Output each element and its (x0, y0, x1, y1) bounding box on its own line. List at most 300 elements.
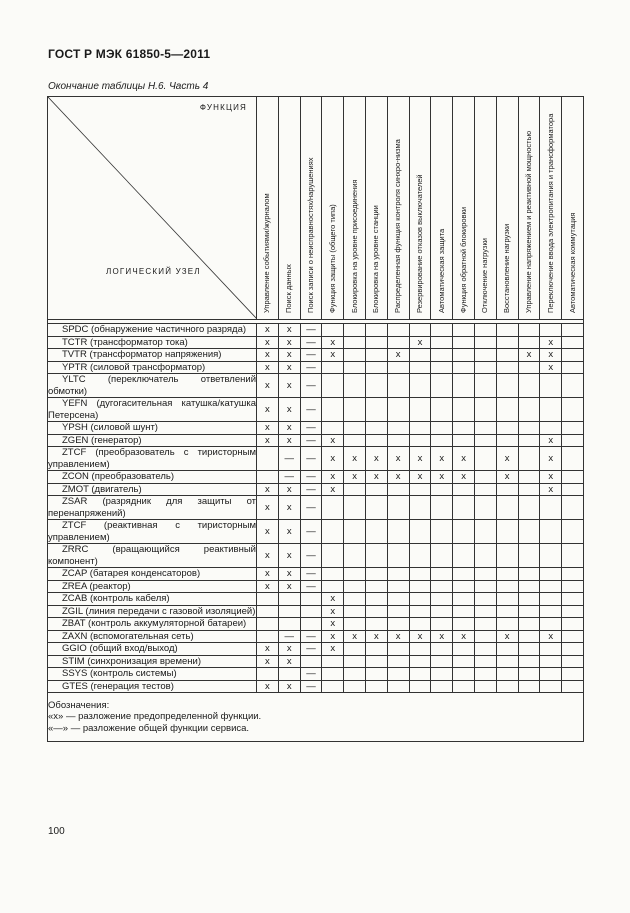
function-mark-cell (387, 361, 409, 374)
function-mark-cell (322, 520, 344, 544)
function-mark-cell: x (540, 361, 562, 374)
function-column-header (300, 97, 322, 320)
function-column-header (322, 97, 344, 320)
function-column-label: Функция защиты (общего типа) (327, 204, 337, 313)
logical-node-name (48, 434, 257, 447)
function-mark-cell (518, 580, 540, 593)
table-row (48, 422, 584, 435)
function-mark-cell (431, 593, 453, 606)
function-mark-cell (365, 605, 387, 618)
table-body (48, 97, 584, 742)
function-mark-cell (540, 520, 562, 544)
table-header-row (48, 97, 584, 320)
legend (48, 693, 584, 742)
function-mark-cell: x (257, 349, 279, 362)
function-mark-cell (453, 324, 475, 337)
function-mark-cell (322, 544, 344, 568)
function-mark-cell (344, 655, 366, 668)
function-mark-cell (474, 680, 496, 693)
function-mark-cell (474, 605, 496, 618)
logical-node-name (48, 447, 257, 471)
function-mark-cell (540, 568, 562, 581)
function-mark-cell (474, 593, 496, 606)
function-mark-cell (365, 483, 387, 496)
function-mark-cell (409, 374, 431, 398)
function-column-label: Автоматическая коммутация (567, 212, 577, 313)
function-mark-cell (453, 483, 475, 496)
function-mark-cell (387, 580, 409, 593)
function-mark-cell (518, 668, 540, 681)
function-mark-cell (344, 680, 366, 693)
function-mark-cell (518, 483, 540, 496)
function-mark-cell: x (257, 361, 279, 374)
function-mark-cell (431, 361, 453, 374)
logical-node-header-label: ЛОГИЧЕСКИЙ УЗЕЛ (106, 266, 201, 276)
function-mark-cell (562, 544, 584, 568)
function-mark-cell: x (257, 324, 279, 337)
function-mark-cell (474, 568, 496, 581)
logical-node-name (48, 398, 257, 422)
function-mark-cell (387, 398, 409, 422)
function-mark-cell (474, 434, 496, 447)
function-mark-cell: x (409, 630, 431, 643)
function-mark-cell (322, 668, 344, 681)
function-mark-cell (474, 422, 496, 435)
function-mark-cell (365, 496, 387, 520)
function-mark-cell (518, 593, 540, 606)
function-mark-cell (431, 349, 453, 362)
logical-node-text: ZTCF (реактивная с тиристорным управлением) (48, 520, 256, 543)
function-mark-cell (453, 618, 475, 631)
table-caption: Окончание таблицы Н.6. Часть 4 (48, 81, 209, 92)
function-mark-cell (540, 605, 562, 618)
function-mark-cell (562, 496, 584, 520)
function-mark-cell (409, 655, 431, 668)
logical-node-name (48, 580, 257, 593)
logical-node-text: SPDC (обнаружение частичного разряда) (62, 324, 247, 335)
function-mark-cell (562, 434, 584, 447)
function-mark-cell (518, 655, 540, 668)
function-mark-cell (474, 324, 496, 337)
function-mark-cell (344, 361, 366, 374)
function-mark-cell (344, 544, 366, 568)
logical-node-text: ZCAB (контроль кабеля) (62, 593, 170, 604)
function-mark-cell: x (322, 593, 344, 606)
function-column-header (496, 97, 518, 320)
function-mark-cell (344, 605, 366, 618)
function-mark-cell (496, 520, 518, 544)
function-mark-cell (365, 324, 387, 337)
function-mark-cell (474, 398, 496, 422)
function-mark-cell (453, 336, 475, 349)
function-mark-cell: — (278, 630, 300, 643)
function-mark-cell (518, 630, 540, 643)
function-mark-cell (344, 374, 366, 398)
function-mark-cell: x (322, 434, 344, 447)
function-mark-cell (496, 593, 518, 606)
function-mark-cell: — (300, 496, 322, 520)
function-mark-cell: x (257, 496, 279, 520)
function-mark-cell (474, 520, 496, 544)
logical-node-name (48, 422, 257, 435)
function-mark-cell (474, 580, 496, 593)
function-mark-cell (540, 324, 562, 337)
function-mark-cell (562, 520, 584, 544)
function-mark-cell (474, 544, 496, 568)
logical-node-name (48, 336, 257, 349)
function-mark-cell (409, 349, 431, 362)
function-column-label: Поиск записи о неисправностях/нарушениях (305, 157, 315, 313)
function-mark-cell: — (300, 361, 322, 374)
logical-node-text: ZAXN (вспомогательная сеть) (62, 630, 194, 642)
table-row (48, 361, 584, 374)
function-column-label: Управление событиями/журналом (262, 193, 272, 313)
function-mark-cell (431, 434, 453, 447)
function-mark-cell (540, 593, 562, 606)
table-row (48, 605, 584, 618)
function-mark-cell: — (300, 422, 322, 435)
function-mark-cell (300, 655, 322, 668)
function-mark-cell (387, 643, 409, 656)
function-mark-cell (562, 483, 584, 496)
function-mark-cell (409, 568, 431, 581)
function-mark-cell: x (453, 447, 475, 471)
function-mark-cell (474, 483, 496, 496)
function-mark-cell (518, 422, 540, 435)
function-mark-cell (365, 434, 387, 447)
function-mark-cell (431, 643, 453, 656)
function-mark-cell: x (387, 447, 409, 471)
function-mark-cell (409, 680, 431, 693)
function-mark-cell (387, 544, 409, 568)
function-mark-cell: x (540, 483, 562, 496)
function-column-label: Распределенная функция контроля синхро-низма (392, 139, 402, 313)
function-mark-cell (496, 361, 518, 374)
function-column-label: Автоматическая защита (436, 228, 446, 313)
function-mark-cell (431, 655, 453, 668)
logical-node-name (48, 324, 257, 337)
logical-node-text: ZREA (реактор) (62, 580, 131, 592)
table-row (48, 324, 584, 337)
function-mark-cell (562, 605, 584, 618)
function-mark-cell: x (278, 680, 300, 693)
function-mark-cell: x (453, 471, 475, 484)
function-mark-cell (562, 361, 584, 374)
function-mark-cell (496, 374, 518, 398)
logical-node-name (48, 668, 257, 681)
function-mark-cell (409, 580, 431, 593)
function-mark-cell: x (257, 336, 279, 349)
logical-node-text: YPTR (силовой трансформатор) (62, 361, 206, 373)
function-mark-cell (257, 668, 279, 681)
function-mark-cell (365, 680, 387, 693)
corner-cell (48, 97, 257, 320)
function-mark-cell (387, 496, 409, 520)
function-mark-cell (453, 374, 475, 398)
function-mark-cell (540, 422, 562, 435)
function-mark-cell (496, 349, 518, 362)
function-mark-cell: x (518, 349, 540, 362)
function-column-header (540, 97, 562, 320)
function-mark-cell: x (540, 336, 562, 349)
function-mark-cell (409, 483, 431, 496)
table-row (48, 568, 584, 581)
function-mark-cell (562, 398, 584, 422)
function-mark-cell (322, 655, 344, 668)
table-row (48, 447, 584, 471)
function-mark-cell (322, 580, 344, 593)
function-mark-cell (540, 496, 562, 520)
logical-node-text: ZCON (преобразователь) (62, 471, 175, 482)
function-mark-cell (387, 422, 409, 435)
logical-node-name (48, 374, 257, 398)
function-mark-cell (496, 398, 518, 422)
table-row (48, 630, 584, 643)
function-mark-cell: x (278, 568, 300, 581)
function-mark-cell: x (278, 398, 300, 422)
logical-node-text: YEFN (дугогасительная катушка/катушка Петерсена) (48, 398, 256, 421)
function-mark-cell: x (278, 434, 300, 447)
function-mark-cell (474, 618, 496, 631)
function-mark-cell (431, 618, 453, 631)
function-mark-cell: x (540, 349, 562, 362)
function-column-label: Блокировка на уровне присоединения (349, 179, 359, 313)
function-mark-cell (562, 643, 584, 656)
logical-node-name (48, 496, 257, 520)
function-mark-cell: x (257, 655, 279, 668)
function-mark-cell (453, 593, 475, 606)
function-mark-cell: x (387, 471, 409, 484)
function-mark-cell: x (257, 568, 279, 581)
function-mark-cell (322, 422, 344, 435)
logical-node-text: SSYS (контроль системы) (62, 668, 177, 679)
function-mark-cell (496, 324, 518, 337)
function-mark-cell (300, 605, 322, 618)
function-mark-cell (387, 434, 409, 447)
function-mark-cell (409, 593, 431, 606)
function-column-header (387, 97, 409, 320)
function-mark-cell: x (387, 349, 409, 362)
logical-node-name (48, 349, 257, 362)
function-mark-cell (496, 544, 518, 568)
function-mark-cell (257, 471, 279, 484)
function-mark-cell (431, 520, 453, 544)
function-mark-cell (562, 422, 584, 435)
function-mark-cell (387, 374, 409, 398)
function-mark-cell (409, 668, 431, 681)
function-mark-cell (344, 422, 366, 435)
function-mark-cell (344, 398, 366, 422)
function-mark-cell (496, 643, 518, 656)
function-mark-cell: — (300, 580, 322, 593)
function-mark-cell (540, 643, 562, 656)
function-mark-cell (387, 605, 409, 618)
function-mark-cell: x (322, 630, 344, 643)
function-mark-cell (322, 496, 344, 520)
function-mark-cell (344, 324, 366, 337)
function-mark-cell: x (278, 483, 300, 496)
function-mark-cell (518, 643, 540, 656)
function-column-header (518, 97, 540, 320)
function-mark-cell (365, 520, 387, 544)
function-mark-cell: x (387, 630, 409, 643)
table-row (48, 618, 584, 631)
function-header-label: ФУНКЦИЯ (199, 103, 247, 112)
function-mark-cell (344, 349, 366, 362)
function-mark-cell: x (257, 680, 279, 693)
function-mark-cell (496, 655, 518, 668)
function-mark-cell (562, 568, 584, 581)
function-mark-cell: x (278, 496, 300, 520)
logical-node-text: YLTC (переключатель ответвлений обмотки) (48, 374, 256, 397)
function-mark-cell: x (278, 361, 300, 374)
function-column-header (409, 97, 431, 320)
function-mark-cell (540, 618, 562, 631)
function-mark-cell: x (322, 605, 344, 618)
function-mark-cell (496, 680, 518, 693)
function-mark-cell: x (540, 434, 562, 447)
function-column-label: Функция обратной блокировки (458, 206, 468, 313)
function-mark-cell (409, 422, 431, 435)
function-mark-cell (431, 544, 453, 568)
legend-line2: «—» — разложение общей функции сервиса. (48, 722, 250, 734)
table-row (48, 483, 584, 496)
function-mark-cell (562, 593, 584, 606)
document-title: ГОСТ Р МЭК 61850-5—2011 (48, 47, 211, 61)
function-mark-cell (431, 422, 453, 435)
function-mark-cell (562, 374, 584, 398)
function-mark-cell (257, 618, 279, 631)
function-mark-cell: — (300, 483, 322, 496)
function-mark-cell (474, 447, 496, 471)
function-mark-cell (518, 374, 540, 398)
function-mark-cell (257, 630, 279, 643)
function-mark-cell (365, 643, 387, 656)
function-mark-cell (540, 668, 562, 681)
function-mark-cell: — (300, 668, 322, 681)
function-mark-cell (431, 680, 453, 693)
logical-node-name (48, 520, 257, 544)
function-mark-cell: — (300, 434, 322, 447)
function-mark-cell: x (365, 471, 387, 484)
function-mark-cell (474, 471, 496, 484)
function-mark-cell (344, 483, 366, 496)
function-mark-cell (344, 568, 366, 581)
function-mark-cell (518, 605, 540, 618)
table-row (48, 434, 584, 447)
function-mark-cell (496, 422, 518, 435)
corner-diagonal (48, 97, 257, 319)
function-mark-cell (562, 349, 584, 362)
function-mark-cell (322, 374, 344, 398)
function-mark-cell (496, 580, 518, 593)
function-mark-cell (387, 668, 409, 681)
function-mark-cell (453, 434, 475, 447)
function-mark-cell (540, 680, 562, 693)
function-mark-cell (365, 593, 387, 606)
function-mark-cell (409, 324, 431, 337)
function-mark-cell (562, 336, 584, 349)
function-mark-cell: — (300, 471, 322, 484)
logical-node-name (48, 655, 257, 668)
logical-node-name (48, 643, 257, 656)
table-row (48, 593, 584, 606)
function-mark-cell (344, 434, 366, 447)
function-mark-cell (409, 361, 431, 374)
function-mark-cell (562, 471, 584, 484)
function-column-header (474, 97, 496, 320)
function-mark-cell (453, 655, 475, 668)
function-mark-cell (431, 398, 453, 422)
logical-node-text: TCTR (трансформатор тока) (62, 336, 188, 348)
table-row (48, 655, 584, 668)
function-mark-cell (518, 324, 540, 337)
function-mark-cell (300, 593, 322, 606)
function-mark-cell: — (300, 324, 322, 337)
function-mark-cell (387, 324, 409, 337)
function-mark-cell: — (300, 568, 322, 581)
function-mark-cell: x (540, 447, 562, 471)
function-mark-cell (409, 434, 431, 447)
logical-node-text: TVTR (трансформатор напряжения) (62, 349, 222, 360)
function-mark-cell (453, 361, 475, 374)
function-mark-cell (365, 398, 387, 422)
logical-node-text: YPSH (силовой шунт) (62, 422, 158, 433)
logical-node-name (48, 361, 257, 374)
logical-node-text: ZBAT (контроль аккумуляторной батареи) (62, 618, 247, 629)
function-column-label: Восстановление нагрузки (501, 223, 511, 313)
function-mark-cell: x (431, 471, 453, 484)
function-mark-cell (453, 605, 475, 618)
function-mark-cell (431, 580, 453, 593)
function-mark-cell (387, 680, 409, 693)
function-mark-cell (431, 374, 453, 398)
function-mark-cell: x (409, 471, 431, 484)
function-mark-cell: — (278, 447, 300, 471)
function-column-label: Управление напряжением и реактивной мощностью (523, 130, 533, 313)
function-mark-cell (518, 544, 540, 568)
function-mark-cell (387, 593, 409, 606)
function-mark-cell (431, 336, 453, 349)
function-column-header (453, 97, 475, 320)
logical-node-text: ZGIL (линия передачи с газовой изоляцией) (62, 605, 256, 617)
function-mark-cell (496, 496, 518, 520)
function-mark-cell: x (278, 655, 300, 668)
function-mark-cell (431, 668, 453, 681)
function-mark-cell: x (322, 349, 344, 362)
function-mark-cell: x (278, 374, 300, 398)
logical-node-name (48, 630, 257, 643)
table-row (48, 680, 584, 693)
function-mark-cell (496, 568, 518, 581)
function-mark-cell (344, 336, 366, 349)
function-mark-cell: x (365, 447, 387, 471)
function-mark-cell: x (431, 447, 453, 471)
function-mark-cell (322, 680, 344, 693)
function-column-header (344, 97, 366, 320)
function-mark-cell: x (257, 520, 279, 544)
function-mark-cell: x (453, 630, 475, 643)
function-mark-cell (365, 655, 387, 668)
function-mark-cell (257, 447, 279, 471)
function-mark-cell (278, 668, 300, 681)
function-mark-cell (453, 668, 475, 681)
function-mark-cell: x (257, 374, 279, 398)
function-mark-cell (540, 544, 562, 568)
function-mark-cell: x (322, 618, 344, 631)
function-mark-cell (474, 496, 496, 520)
function-column-label: Поиск данных (283, 264, 293, 313)
